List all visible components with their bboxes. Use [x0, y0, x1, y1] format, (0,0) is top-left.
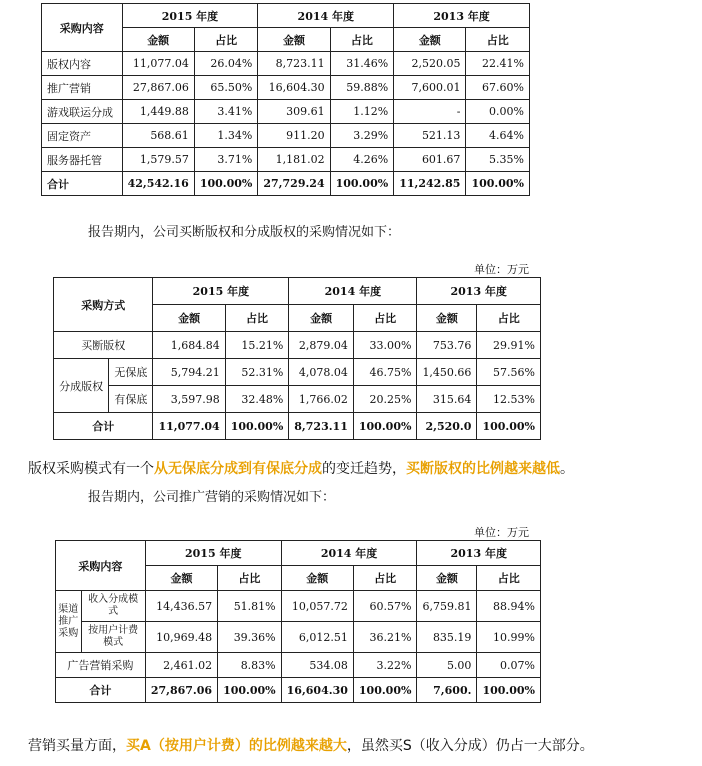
amount-header: 金额: [258, 28, 330, 52]
cell-value: 31.46%: [330, 52, 394, 76]
table-row: [54, 332, 541, 359]
cell-value: 51.81%: [218, 591, 282, 622]
cell-value: 3.29%: [330, 124, 394, 148]
cell-value: 52.31%: [225, 359, 289, 386]
cell-value: 11,077.04: [153, 413, 225, 440]
year-header-2015: 2015 年度: [145, 541, 281, 566]
cell-value: 3,597.98: [153, 386, 225, 413]
cell-value: 10,969.48: [145, 622, 217, 653]
cell-value: 2,879.04: [289, 332, 354, 359]
amount-header: 金额: [281, 566, 353, 591]
cell-value: 60.57%: [353, 591, 417, 622]
highlight-phrase: 买A（按用户计费）的比例越来越大: [126, 738, 347, 754]
cell-value: 5.00: [417, 653, 477, 678]
amount-header: 金额: [289, 305, 354, 332]
cell-value: 12.53%: [477, 386, 541, 413]
cell-value: 39.36%: [218, 622, 282, 653]
cell-value: 753.76: [417, 332, 477, 359]
year-header-2013: 2013 年度: [417, 278, 541, 305]
table-row: [54, 386, 541, 413]
row-label: 按用户计费模式: [81, 622, 145, 653]
cell-value: 29.91%: [477, 332, 541, 359]
cell-value: 7,600.01: [394, 76, 466, 100]
amount-header: 金额: [394, 28, 466, 52]
row-label: 收入分成模式: [81, 591, 145, 622]
cell-value: 2,520.0: [417, 413, 477, 440]
cell-value: 3.41%: [194, 100, 258, 124]
table-row: [42, 100, 530, 124]
ratio-header: 占比: [353, 305, 417, 332]
cell-value: 1.34%: [194, 124, 258, 148]
ratio-header: 占比: [194, 28, 258, 52]
year-header-2015: 2015 年度: [122, 4, 258, 28]
ratio-header: 占比: [353, 566, 417, 591]
cell-value: 16,604.30: [258, 76, 330, 100]
amount-header: 金额: [153, 305, 225, 332]
cell-value: 6,012.51: [281, 622, 353, 653]
cell-value: 42,542.16: [122, 172, 194, 196]
cell-value: 1,449.88: [122, 100, 194, 124]
sentence-part: 的变迁趋势，: [322, 461, 406, 477]
cell-value: 7,600.: [417, 678, 477, 703]
cell-value: 27,867.06: [122, 76, 194, 100]
cell-value: -: [394, 100, 466, 124]
marketing-purchase-table: [55, 540, 541, 703]
amount-header: 金额: [122, 28, 194, 52]
purchase-content-table: [41, 3, 530, 196]
cell-value: 5.35%: [466, 148, 530, 172]
total-row: [42, 172, 530, 196]
cell-value: 1,766.02: [289, 386, 354, 413]
intro-text-marketing: 报告期内，公司推广营销的采购情况如下：: [88, 490, 336, 505]
table-row: [42, 148, 530, 172]
table-row: [42, 52, 530, 76]
cell-value: 1,181.02: [258, 148, 330, 172]
cell-value: 1,579.57: [122, 148, 194, 172]
cell-value: 1.12%: [330, 100, 394, 124]
cell-value: 36.21%: [353, 622, 417, 653]
cell-value: 911.20: [258, 124, 330, 148]
year-header-2014: 2014 年度: [281, 541, 417, 566]
sentence-part: ，虽然买S（收入分成）仍占一大部分。: [346, 738, 594, 754]
row-label: 合计: [54, 413, 153, 440]
analysis-sentence-copyright: [28, 458, 574, 478]
cell-value: 8,723.11: [289, 413, 354, 440]
ratio-header: 占比: [330, 28, 394, 52]
amount-header: 金额: [145, 566, 217, 591]
cell-value: 1,450.66: [417, 359, 477, 386]
cell-value: 835.19: [417, 622, 477, 653]
cell-value: 33.00%: [353, 332, 417, 359]
table-corner-header: 采购内容: [56, 541, 146, 591]
row-label: 推广营销: [42, 76, 123, 100]
cell-value: 4,078.04: [289, 359, 354, 386]
ratio-header: 占比: [466, 28, 530, 52]
cell-value: 57.56%: [477, 359, 541, 386]
table-corner-header: 采购内容: [42, 4, 123, 52]
row-label: 服务器托管: [42, 148, 123, 172]
row-label: 广告营销采购: [56, 653, 146, 678]
cell-value: 100.00%: [353, 413, 417, 440]
amount-header: 金额: [417, 566, 477, 591]
cell-value: 8,723.11: [258, 52, 330, 76]
cell-value: 2,520.05: [394, 52, 466, 76]
sentence-part: 营销买量方面，: [28, 738, 126, 754]
cell-value: 100.00%: [218, 678, 282, 703]
table-row: [54, 359, 541, 386]
table-corner-header: 采购方式: [54, 278, 153, 332]
cell-value: 100.00%: [194, 172, 258, 196]
cell-value: 0.07%: [477, 653, 541, 678]
cell-value: 100.00%: [477, 678, 541, 703]
row-label: 游戏联运分成: [42, 100, 123, 124]
intro-text-copyright: 报告期内，公司买断版权和分成版权的采购情况如下：: [88, 225, 401, 240]
cell-value: 16,604.30: [281, 678, 353, 703]
ratio-header: 占比: [225, 305, 289, 332]
cell-value: 100.00%: [330, 172, 394, 196]
row-label: 版权内容: [42, 52, 123, 76]
year-header-2013: 2013 年度: [417, 541, 541, 566]
cell-value: 11,077.04: [122, 52, 194, 76]
unit-label: 单位：万元: [474, 526, 529, 539]
cell-value: 100.00%: [353, 678, 417, 703]
cell-value: 14,436.57: [145, 591, 217, 622]
sentence-part: 。: [560, 461, 574, 477]
cell-value: 10,057.72: [281, 591, 353, 622]
cell-value: 32.48%: [225, 386, 289, 413]
cell-value: 65.50%: [194, 76, 258, 100]
year-header-2015: 2015 年度: [153, 278, 289, 305]
cell-value: 6,759.81: [417, 591, 477, 622]
year-header-2013: 2013 年度: [394, 4, 530, 28]
cell-value: 521.13: [394, 124, 466, 148]
table-row: [56, 591, 541, 622]
cell-value: 88.94%: [477, 591, 541, 622]
amount-header: 金额: [417, 305, 477, 332]
cell-value: 46.75%: [353, 359, 417, 386]
table-row: [56, 622, 541, 653]
ratio-header: 占比: [477, 305, 541, 332]
cell-value: 3.71%: [194, 148, 258, 172]
table-row: [42, 124, 530, 148]
cell-value: 27,729.24: [258, 172, 330, 196]
cell-value: 67.60%: [466, 76, 530, 100]
year-header-2014: 2014 年度: [258, 4, 394, 28]
row-label: 买断版权: [54, 332, 153, 359]
highlight-phrase: 从无保底分成到有保底分成: [154, 461, 322, 477]
cell-value: 309.61: [258, 100, 330, 124]
ratio-header: 占比: [218, 566, 282, 591]
cell-value: 568.61: [122, 124, 194, 148]
copyright-purchase-table: [53, 277, 541, 440]
ratio-header: 占比: [477, 566, 541, 591]
cell-value: 100.00%: [477, 413, 541, 440]
cell-value: 59.88%: [330, 76, 394, 100]
total-row: [56, 678, 541, 703]
cell-value: 22.41%: [466, 52, 530, 76]
cell-value: 0.00%: [466, 100, 530, 124]
cell-value: 100.00%: [466, 172, 530, 196]
cell-value: 601.67: [394, 148, 466, 172]
analysis-sentence-marketing: [28, 735, 594, 755]
cell-value: 4.26%: [330, 148, 394, 172]
row-label: 合计: [56, 678, 146, 703]
row-label: 有保底: [109, 386, 153, 413]
cell-value: 3.22%: [353, 653, 417, 678]
unit-label: 单位：万元: [474, 263, 529, 276]
cell-value: 15.21%: [225, 332, 289, 359]
total-row: [54, 413, 541, 440]
group-label: 分成版权: [54, 359, 109, 413]
row-label: 无保底: [109, 359, 153, 386]
row-label: 固定资产: [42, 124, 123, 148]
cell-value: 2,461.02: [145, 653, 217, 678]
sentence-part: 版权采购模式有一个: [28, 461, 154, 477]
cell-value: 10.99%: [477, 622, 541, 653]
cell-value: 100.00%: [225, 413, 289, 440]
cell-value: 534.08: [281, 653, 353, 678]
cell-value: 4.64%: [466, 124, 530, 148]
cell-value: 26.04%: [194, 52, 258, 76]
year-header-2014: 2014 年度: [289, 278, 417, 305]
group-label: 渠道推广采购: [56, 591, 82, 653]
cell-value: 20.25%: [353, 386, 417, 413]
cell-value: 27,867.06: [145, 678, 217, 703]
row-label: 合计: [42, 172, 123, 196]
cell-value: 1,684.84: [153, 332, 225, 359]
table-row: [56, 653, 541, 678]
cell-value: 315.64: [417, 386, 477, 413]
cell-value: 11,242.85: [394, 172, 466, 196]
cell-value: 8.83%: [218, 653, 282, 678]
table-row: [42, 76, 530, 100]
highlight-phrase: 买断版权的比例越来越低: [406, 461, 560, 477]
cell-value: 5,794.21: [153, 359, 225, 386]
